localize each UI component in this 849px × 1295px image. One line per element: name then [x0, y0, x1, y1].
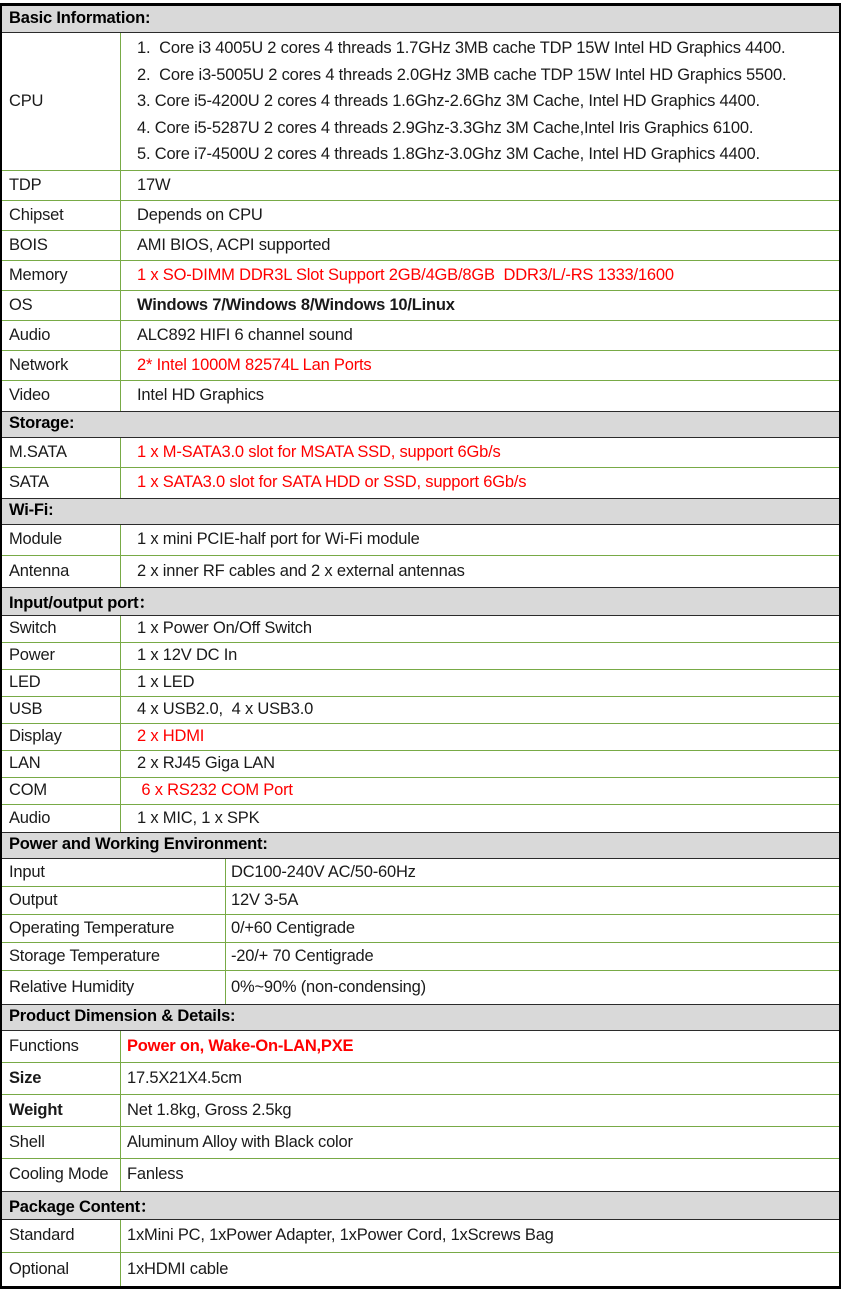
spec-label: Module	[2, 525, 121, 555]
spec-value: 2 x RJ45 Giga LAN	[137, 754, 275, 772]
spec-label: Functions	[2, 1031, 121, 1062]
table-row	[2, 971, 839, 1004]
spec-label: Weight	[2, 1095, 121, 1126]
spec-value-line: 4. Core i5-5287U 2 cores 4 threads 2.9Ghz-3.3Ghz 3M Cache,Intel Iris Graphics 6100.	[137, 118, 754, 137]
section-power	[2, 832, 839, 1004]
spec-value: 12V 3-5A	[231, 890, 299, 909]
spec-label: Relative Humidity	[2, 971, 226, 1004]
spec-value: 0%~90% (non-condensing)	[231, 977, 426, 996]
section-header-storage: Storage:	[2, 411, 839, 438]
section-package	[2, 1191, 839, 1286]
section-header-basic: Basic Information:	[2, 6, 839, 33]
spec-label: Cooling Mode	[2, 1159, 121, 1191]
table-row	[2, 724, 839, 751]
section-io	[2, 587, 839, 832]
spec-label: Optional	[2, 1253, 121, 1286]
spec-value: 1 x M-SATA3.0 slot for MSATA SSD, support 6Gb/s	[137, 442, 501, 461]
spec-value: 1 x mini PCIE-half port for Wi-Fi module	[137, 530, 420, 548]
spec-value-line: 3. Core i5-4200U 2 cores 4 threads 1.6Ghz-2.6Ghz 3M Cache, Intel HD Graphics 4400.	[137, 92, 760, 110]
table-row	[2, 33, 839, 171]
spec-label: Storage Temperature	[2, 943, 226, 970]
table-row	[2, 915, 839, 943]
table-row	[2, 351, 839, 381]
spec-label: COM	[2, 778, 121, 804]
spec-value: DC100-240V AC/50-60Hz	[231, 862, 416, 881]
table-row	[2, 556, 839, 587]
spec-value: ALC892 HIFI 6 channel sound	[137, 325, 353, 344]
spec-value: 4 x USB2.0, 4 x USB3.0	[137, 700, 314, 718]
section-basic	[2, 6, 839, 411]
spec-value: Intel HD Graphics	[137, 386, 264, 404]
table-row	[2, 616, 839, 643]
spec-value: Depends on CPU	[137, 205, 263, 224]
section-header-power: Power and Working Environment:	[2, 832, 839, 859]
spec-label: Chipset	[2, 201, 121, 230]
table-row	[2, 525, 839, 556]
table-row	[2, 321, 839, 351]
spec-label: Output	[2, 887, 226, 914]
spec-label: CPU	[2, 33, 121, 170]
table-row	[2, 643, 839, 670]
spec-value: 1xHDMI cable	[127, 1259, 229, 1278]
table-row	[2, 943, 839, 971]
table-row	[2, 1031, 839, 1063]
spec-label: BOIS	[2, 231, 121, 260]
spec-value: 1 x SO-DIMM DDR3L Slot Support 2GB/4GB/8GB DDR3/L/-RS 1333/1600	[137, 265, 674, 284]
spec-value-line: 5. Core i7-4500U 2 cores 4 threads 1.8Ghz-3.0Ghz 3M Cache, Intel HD Graphics 4400.	[137, 145, 760, 163]
spec-value-line: 1. Core i3 4005U 2 cores 4 threads 1.7GHz 3MB cache TDP 15W Intel HD Graphics 4400.	[137, 39, 786, 57]
spec-label: Standard	[2, 1220, 121, 1252]
spec-value: 1xMini PC, 1xPower Adapter, 1xPower Cord, 1xScrews Bag	[127, 1226, 554, 1244]
table-row	[2, 291, 839, 321]
table-row	[2, 778, 839, 805]
table-row	[2, 381, 839, 411]
table-row	[2, 670, 839, 697]
section-product	[2, 1004, 839, 1191]
spec-label: Operating Temperature	[2, 915, 226, 942]
spec-label: Power	[2, 643, 121, 669]
spec-label: OS	[2, 291, 121, 320]
spec-value: 6 x RS232 COM Port	[137, 781, 293, 799]
spec-value: 17W	[137, 175, 171, 194]
spec-value: Fanless	[127, 1165, 184, 1183]
section-header-wifi: Wi-Fi:	[2, 498, 839, 525]
spec-value: 2* Intel 1000M 82574L Lan Ports	[137, 355, 372, 374]
table-row	[2, 1127, 839, 1159]
spec-value	[121, 33, 839, 170]
spec-label: Display	[2, 724, 121, 750]
table-row	[2, 1095, 839, 1127]
spec-label: Antenna	[2, 556, 121, 587]
spec-value: -20/+ 70 Centigrade	[231, 946, 374, 965]
table-row	[2, 1063, 839, 1095]
spec-value: 1 x MIC, 1 x SPK	[137, 808, 260, 827]
spec-value: Net 1.8kg, Gross 2.5kg	[127, 1100, 292, 1119]
section-header-product: Product Dimension & Details:	[2, 1004, 839, 1031]
spec-value: Aluminum Alloy with Black color	[127, 1132, 353, 1151]
table-row	[2, 1253, 839, 1286]
table-row	[2, 805, 839, 832]
spec-value: 1 x Power On/Off Switch	[137, 619, 312, 637]
table-row	[2, 859, 839, 887]
spec-label: Audio	[2, 805, 121, 832]
spec-label: Input	[2, 859, 226, 886]
spec-label: Switch	[2, 616, 121, 642]
table-row	[2, 438, 839, 468]
spec-value: 2 x HDMI	[137, 727, 205, 745]
table-row	[2, 1159, 839, 1191]
spec-label: Video	[2, 381, 121, 411]
spec-value: Windows 7/Windows 8/Windows 10/Linux	[137, 295, 455, 314]
spec-label: Size	[2, 1063, 121, 1094]
table-row	[2, 231, 839, 261]
spec-label: SATA	[2, 468, 121, 498]
spec-table	[0, 3, 841, 1289]
spec-label: LED	[2, 670, 121, 696]
spec-value: 2 x inner RF cables and 2 x external antennas	[137, 561, 465, 580]
section-storage	[2, 411, 839, 498]
spec-label: TDP	[2, 171, 121, 200]
spec-value: 0/+60 Centigrade	[231, 918, 355, 937]
table-row	[2, 201, 839, 231]
spec-label: Audio	[2, 321, 121, 350]
table-row	[2, 468, 839, 498]
spec-label: Shell	[2, 1127, 121, 1158]
table-row	[2, 887, 839, 915]
section-header-package: Package Content：	[2, 1191, 839, 1220]
section-header-io: Input/output port：	[2, 587, 839, 616]
spec-label: USB	[2, 697, 121, 723]
table-row	[2, 261, 839, 291]
spec-label: M.SATA	[2, 438, 121, 467]
spec-value: 1 x SATA3.0 slot for SATA HDD or SSD, support 6Gb/s	[137, 473, 527, 491]
table-row	[2, 751, 839, 778]
spec-value: 17.5X21X4.5cm	[127, 1068, 242, 1087]
spec-label: Memory	[2, 261, 121, 290]
section-wifi	[2, 498, 839, 587]
spec-label: Network	[2, 351, 121, 380]
spec-label: LAN	[2, 751, 121, 777]
spec-value-line: 2. Core i3-5005U 2 cores 4 threads 2.0GHz 3MB cache TDP 15W Intel HD Graphics 5500.	[137, 65, 787, 84]
table-row	[2, 171, 839, 201]
spec-value: 1 x LED	[137, 673, 195, 691]
spec-value: Power on, Wake-On-LAN,PXE	[127, 1036, 354, 1055]
spec-value: AMI BIOS, ACPI supported	[137, 235, 331, 254]
table-row	[2, 697, 839, 724]
spec-value: 1 x 12V DC In	[137, 646, 238, 664]
table-row	[2, 1220, 839, 1253]
